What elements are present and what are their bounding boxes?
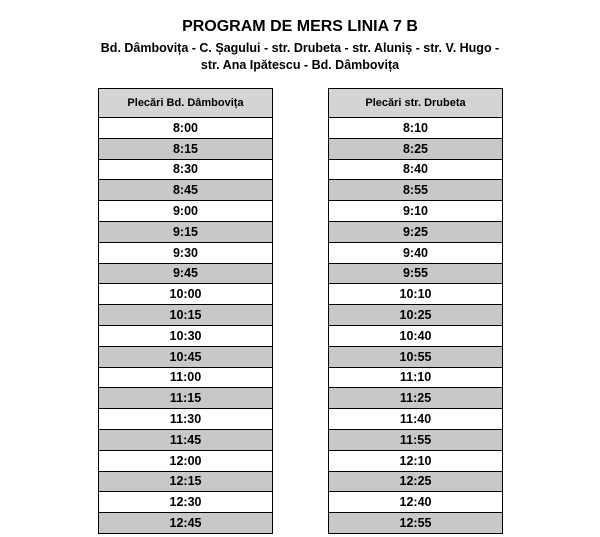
- table-row: [99, 138, 273, 159]
- table-row: [329, 180, 503, 201]
- table-row: [99, 159, 273, 180]
- table-row: [99, 118, 273, 139]
- table-row: [99, 221, 273, 242]
- departure-time: 9:25: [329, 221, 503, 242]
- departure-time: 9:10: [329, 201, 503, 222]
- departure-time: 10:15: [99, 305, 273, 326]
- departure-time: 10:10: [329, 284, 503, 305]
- table-row: [329, 513, 503, 534]
- table-row: [99, 201, 273, 222]
- table-row: [99, 471, 273, 492]
- table-row: [329, 118, 503, 139]
- departure-time: 9:45: [99, 263, 273, 284]
- departure-time: 8:00: [99, 118, 273, 139]
- departure-time: 10:00: [99, 284, 273, 305]
- table-row: [99, 305, 273, 326]
- table-row: [99, 180, 273, 201]
- table-row: [99, 492, 273, 513]
- departure-time: 11:55: [329, 429, 503, 450]
- departure-time: 12:45: [99, 513, 273, 534]
- departure-time: 11:00: [99, 367, 273, 388]
- table-row: [329, 409, 503, 430]
- table-row: [329, 305, 503, 326]
- table-row: [99, 284, 273, 305]
- table-row: [99, 388, 273, 409]
- departure-time: 9:00: [99, 201, 273, 222]
- departure-time: 10:25: [329, 305, 503, 326]
- table-row: [329, 201, 503, 222]
- departure-time: 8:45: [99, 180, 273, 201]
- column-header: Plecări str. Drubeta: [329, 89, 503, 118]
- table-row: [329, 429, 503, 450]
- departure-time: 11:45: [99, 429, 273, 450]
- departures-table-drubeta: [328, 88, 503, 534]
- departure-time: 12:30: [99, 492, 273, 513]
- departure-time: 11:30: [99, 409, 273, 430]
- table-header-row: [99, 89, 273, 118]
- departure-time: 12:10: [329, 450, 503, 471]
- table-row: [329, 284, 503, 305]
- table-row: [99, 409, 273, 430]
- departure-time: 8:55: [329, 180, 503, 201]
- route-description-line-2: str. Ana Ipătescu - Bd. Dâmbovița: [200, 58, 400, 72]
- departure-time: 10:55: [329, 346, 503, 367]
- table-row: [329, 450, 503, 471]
- departure-time: 10:45: [99, 346, 273, 367]
- table-row: [99, 242, 273, 263]
- departure-time: 12:55: [329, 513, 503, 534]
- table-row: [329, 263, 503, 284]
- table-row: [99, 367, 273, 388]
- departure-time: 9:30: [99, 242, 273, 263]
- table-row: [99, 263, 273, 284]
- table-row: [329, 159, 503, 180]
- departure-time: 8:10: [329, 118, 503, 139]
- table-header-row: [329, 89, 503, 118]
- departure-time: 8:15: [99, 138, 273, 159]
- table-row: [329, 242, 503, 263]
- column-header: Plecări Bd. Dâmbovița: [99, 89, 273, 118]
- departure-time: 11:15: [99, 388, 273, 409]
- departure-time: 9:55: [329, 263, 503, 284]
- departure-time: 8:30: [99, 159, 273, 180]
- departure-time: 11:25: [329, 388, 503, 409]
- table-row: [99, 325, 273, 346]
- departure-time: 8:40: [329, 159, 503, 180]
- departure-time: 9:40: [329, 242, 503, 263]
- departure-time: 12:40: [329, 492, 503, 513]
- table-row: [329, 388, 503, 409]
- table-row: [329, 325, 503, 346]
- table-row: [99, 450, 273, 471]
- table-row: [99, 429, 273, 450]
- table-row: [329, 221, 503, 242]
- departure-time: 11:10: [329, 367, 503, 388]
- table-row: [329, 471, 503, 492]
- departure-time: 10:30: [99, 325, 273, 346]
- table-row: [329, 367, 503, 388]
- departure-time: 12:25: [329, 471, 503, 492]
- table-row: [329, 492, 503, 513]
- page-title: PROGRAM DE MERS LINIA 7 B: [182, 18, 418, 35]
- departure-time: 11:40: [329, 409, 503, 430]
- table-row: [99, 513, 273, 534]
- table-row: [329, 346, 503, 367]
- departures-table-dambovita: [98, 88, 273, 534]
- route-description-line-1: Bd. Dâmbovița - C. Șagului - str. Drubeta - str. Aluniș - str. V. Hugo -: [100, 41, 500, 55]
- table-row: [329, 138, 503, 159]
- table-row: [99, 346, 273, 367]
- departure-time: 9:15: [99, 221, 273, 242]
- departure-time: 8:25: [329, 138, 503, 159]
- departure-time: 12:00: [99, 450, 273, 471]
- departure-time: 10:40: [329, 325, 503, 346]
- departure-time: 12:15: [99, 471, 273, 492]
